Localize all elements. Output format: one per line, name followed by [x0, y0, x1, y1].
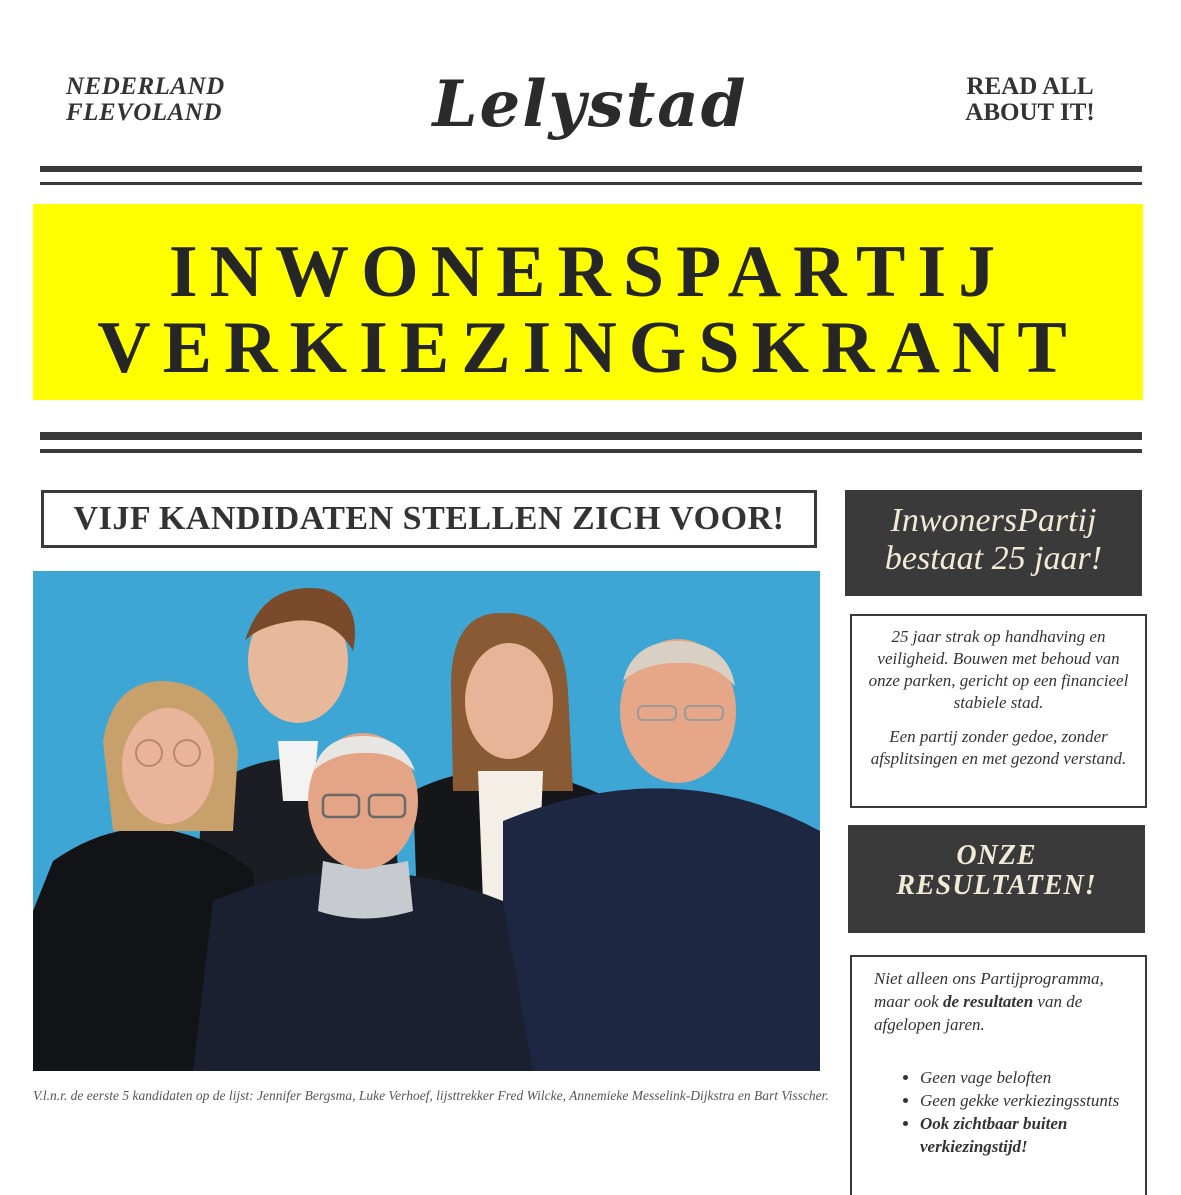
headline-line-2: VERKIEZINGSKRANT	[97, 307, 1079, 389]
section-heading-box	[41, 490, 817, 548]
results-list-item: • Geen vage beloften	[920, 1066, 1123, 1089]
region-province: FLEVOLAND	[66, 99, 222, 126]
party-info-box	[850, 614, 1147, 808]
top-rule-thin	[40, 182, 1142, 185]
anniversary-line-2: bestaat 25 jaar!	[884, 540, 1103, 577]
group-photo-illustration	[33, 571, 820, 1071]
results-heading-box	[848, 825, 1145, 933]
results-list	[874, 1066, 1123, 1158]
results-box	[850, 955, 1147, 1195]
anniversary-banner	[845, 490, 1142, 596]
top-rule-thick	[40, 166, 1142, 172]
results-list-item: • Geen gekke verkiezingsstunts	[920, 1089, 1123, 1112]
results-heading-line-2: RESULTATEN!	[896, 870, 1097, 901]
results-intro	[874, 967, 1123, 1036]
tagline-line-1: READ ALL	[966, 73, 1094, 100]
region-label	[66, 74, 266, 126]
party-info-paragraph-1: 25 jaar strak op handhaving en veiligheid. Bouwen met behoud van onze parken, gericht op een financieel stabiele stad.	[868, 627, 1129, 712]
anniversary-line-1: InwonersPartij	[890, 502, 1097, 539]
party-info-paragraph-2: Een partij zonder gedoe, zonder afsplitsingen en met gezond verstand.	[870, 727, 1127, 768]
results-intro-emphasis: de resultaten	[942, 992, 1034, 1011]
section-heading: VIJF KANDIDATEN STELLEN ZICH VOOR!	[73, 500, 785, 537]
mid-rule-thick	[40, 432, 1142, 440]
results-intro-text-end: van de afgelopen jaren.	[874, 992, 1083, 1034]
newspaper-title: Lelystad	[432, 67, 748, 142]
photo-caption: V.l.n.r. de eerste 5 kandidaten op de lijst: Jennifer Bergsma, Luke Verhoef, lijsttrekker Fred Wilcke, Annemieke Messelink-Dijkstra en Bart Visscher.	[33, 1088, 829, 1103]
region-country: NEDERLAND	[66, 73, 225, 100]
results-heading-line-1: ONZE	[956, 840, 1037, 871]
tagline-line-2: ABOUT IT!	[965, 99, 1095, 126]
results-list-item: • Ook zichtbaar buiten verkiezingstijd!	[920, 1112, 1123, 1158]
headline-line-1: INWONERSPARTIJ	[168, 231, 1008, 313]
candidates-photo	[33, 571, 820, 1071]
results-intro-text: Niet alleen ons Partijprogramma, maar ook	[874, 969, 1104, 1011]
mid-rule-thin	[40, 449, 1142, 453]
tagline	[930, 74, 1130, 126]
headline-banner	[33, 204, 1143, 400]
